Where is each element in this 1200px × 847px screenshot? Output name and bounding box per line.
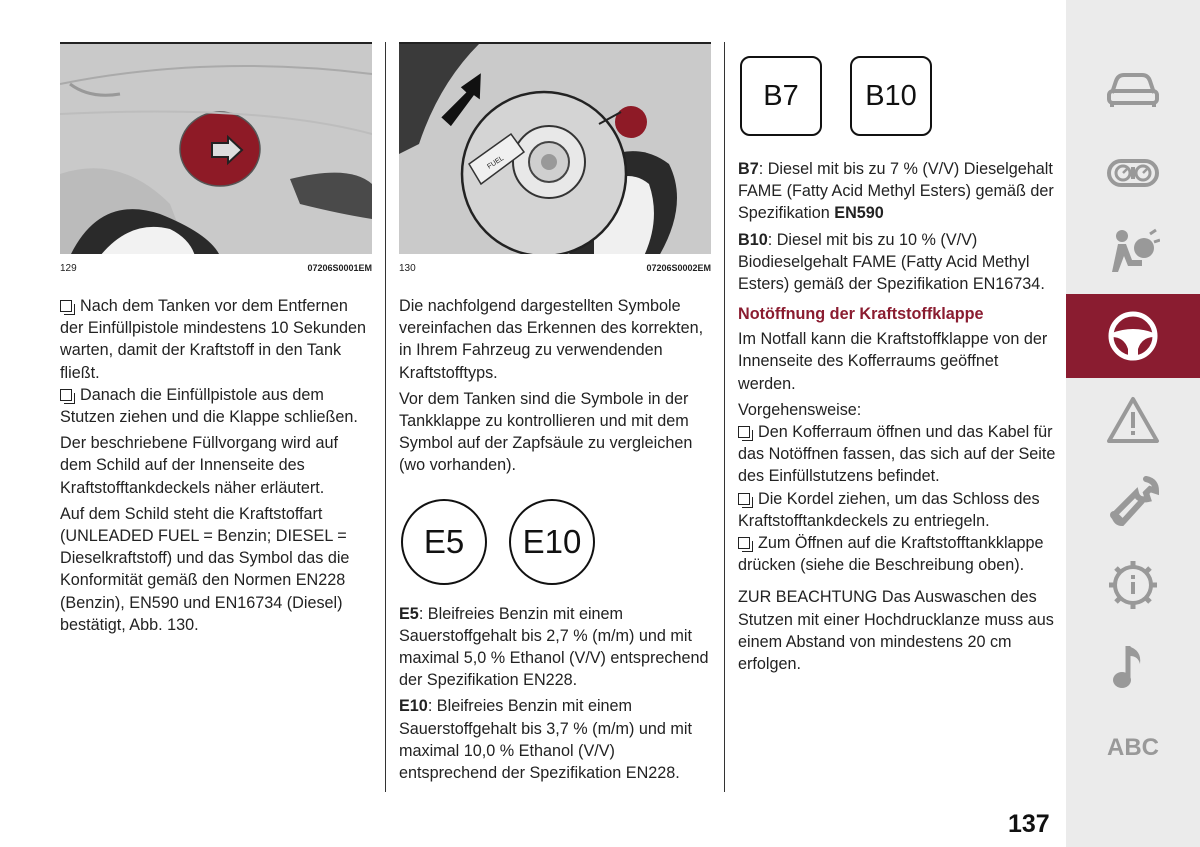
column-3: [738, 50, 1058, 679]
e5-text: : Bleifreies Benzin mit einem Sauerstoffgehalt bis 2,7 % (m/m) und mit maximal 5,0 % Ethanol (V/V) entsprechend der Spezifikation EN228.: [399, 604, 709, 690]
paragraph-b7: [738, 158, 1058, 225]
column-1: [60, 42, 372, 640]
figure-number: 130: [399, 263, 416, 274]
wrench-icon: [1106, 475, 1160, 529]
column-divider-1: [385, 42, 386, 792]
b7-symbol: B7: [740, 56, 822, 136]
e10-label: E10: [399, 697, 428, 716]
section-heading: Notöffnung der Kraftstoffklappe: [738, 305, 984, 324]
sidebar-item-warning[interactable]: [1066, 378, 1200, 462]
column-2: [399, 42, 711, 788]
step-text: Den Kofferraum öffnen und das Kabel für das Notöffnen fassen, das sich auf der Seite des Einfüllstutzens befindet.: [738, 423, 1056, 486]
info-gear-icon: [1106, 558, 1160, 612]
paragraph: [60, 295, 372, 428]
step-text: Die Kordel ziehen, um das Schloss des Kraftstofftankdeckels zu entriegeln.: [738, 489, 1040, 530]
checkbox-bullet-icon: [738, 537, 750, 549]
column-divider-2: [724, 42, 725, 792]
paragraph: Vor dem Tanken sind die Symbole in der Tankklappe zu kontrollieren und mit dem Symbol auf der Zapfsäule zu vergleichen (wo vorhanden).: [399, 389, 693, 475]
warning-triangle-icon: [1106, 395, 1160, 445]
sidebar-item-steering-wheel[interactable]: [1066, 294, 1200, 378]
fuel-symbols-diesel: [740, 56, 1058, 136]
paragraph-text: Vorgehensweise:: [738, 400, 862, 419]
page-number: 137: [1008, 810, 1050, 838]
figure-130: [399, 42, 711, 254]
b7-text: : Diesel mit bis zu 7 % (V/V) Dieselgehalt FAME (Fatty Acid Methyl Esters) gemäß der Spezifikation: [738, 160, 1054, 223]
paragraph: [738, 399, 1058, 577]
figure-number: 129: [60, 263, 77, 274]
b7-spec: EN590: [834, 204, 884, 223]
paragraph: Auf dem Schild steht die Kraftstoffart (UNLEADED FUEL = Benzin; DIESEL = Dieselkraftstoff) und das Symbol das die Konformität gemäß den Normen EN228 (Benzin), EN590 und EN16734 (Diesel) bestätigt, Abb. 130.: [60, 504, 350, 634]
sidebar-item-airbag[interactable]: [1066, 211, 1200, 295]
checkbox-bullet-icon: [738, 493, 750, 505]
fuel-label-text: FUEL: [486, 155, 506, 171]
paragraph-b10: [738, 229, 1058, 296]
sidebar-item-dashboard[interactable]: [1066, 131, 1200, 215]
fuel-flap-open-illustration: [399, 44, 711, 254]
chapter-sidebar: [1066, 0, 1200, 847]
sidebar-item-multimedia[interactable]: [1066, 625, 1200, 709]
b10-text: : Diesel mit bis zu 10 % (V/V) Biodieselgehalt FAME (Fatty Acid Methyl Esters) gemäß der Spezifikation EN16734.: [738, 230, 1045, 294]
b10-symbol: B10: [850, 56, 932, 136]
paragraph-e5: [399, 603, 711, 692]
sidebar-item-car[interactable]: [1066, 47, 1200, 131]
paragraph: Die nachfolgend dargestellten Symbole vereinfachen das Erkennen des korrekten, in Ihrem Fahrzeug zu verwendenden Kraftstofftyps.: [399, 297, 704, 382]
b10-label: B10: [738, 230, 768, 249]
figure-caption-130: [399, 263, 711, 277]
fuel-symbols-petrol: [401, 499, 711, 585]
e5-symbol: E5: [401, 499, 487, 585]
steering-wheel-icon: [1106, 309, 1160, 363]
e10-text: : Bleifreies Benzin mit einem Sauerstoffgehalt bis 3,7 % (m/m) und mit maximal 10,0 % Ethanol (V/V) entsprechend der Spezifikation EN228.: [399, 697, 693, 783]
abc-index-label: ABC: [1107, 734, 1159, 761]
figure-code: 07206S0001EM: [307, 263, 372, 273]
dashboard-icon: [1106, 153, 1160, 193]
airbag-icon: [1106, 226, 1160, 280]
car-icon: [1106, 69, 1160, 109]
note-paragraph: ZUR BEACHTUNG Das Auswaschen des Stutzen mit einer Hochdrucklanze muss aus einem Abstand von mindestens 20 cm erfolgen.: [738, 588, 1054, 674]
paragraph-text: Nach dem Tanken vor dem Entfernen der Einfüllpistole mindestens 10 Sekunden warten, damit der Kraftstoff in den Tank fließt.: [60, 297, 366, 382]
paragraph: Der beschriebene Füllvorgang wird auf dem Schild auf der Innenseite des Kraftstofftankdeckels näher erläutert.: [60, 434, 339, 497]
b7-label: B7: [738, 160, 759, 178]
e5-label: E5: [399, 604, 419, 623]
fuel-flap-closed-illustration: [60, 44, 372, 254]
checkbox-bullet-icon: [738, 426, 750, 438]
checkbox-bullet-icon: [60, 300, 72, 312]
paragraph-text: Danach die Einfüllpistole aus dem Stutzen ziehen und die Klappe schließen.: [60, 385, 358, 427]
paragraph-e10: [399, 695, 711, 784]
step-text: Zum Öffnen auf die Kraftstofftankklappe drücken (siehe die Beschreibung oben).: [738, 534, 1044, 575]
music-note-icon: [1106, 640, 1160, 694]
figure-code: 07206S0002EM: [646, 263, 711, 273]
sidebar-item-technical-data[interactable]: [1066, 543, 1200, 627]
e10-symbol: E10: [509, 499, 595, 585]
checkbox-bullet-icon: [60, 389, 72, 401]
figure-caption-129: [60, 263, 372, 277]
sidebar-item-service[interactable]: [1066, 460, 1200, 544]
sidebar-item-index[interactable]: [1066, 706, 1200, 790]
paragraph: Im Notfall kann die Kraftstoffklappe von der Innenseite des Kofferraums geöffnet werden.: [738, 330, 1048, 393]
figure-129: [60, 42, 372, 254]
